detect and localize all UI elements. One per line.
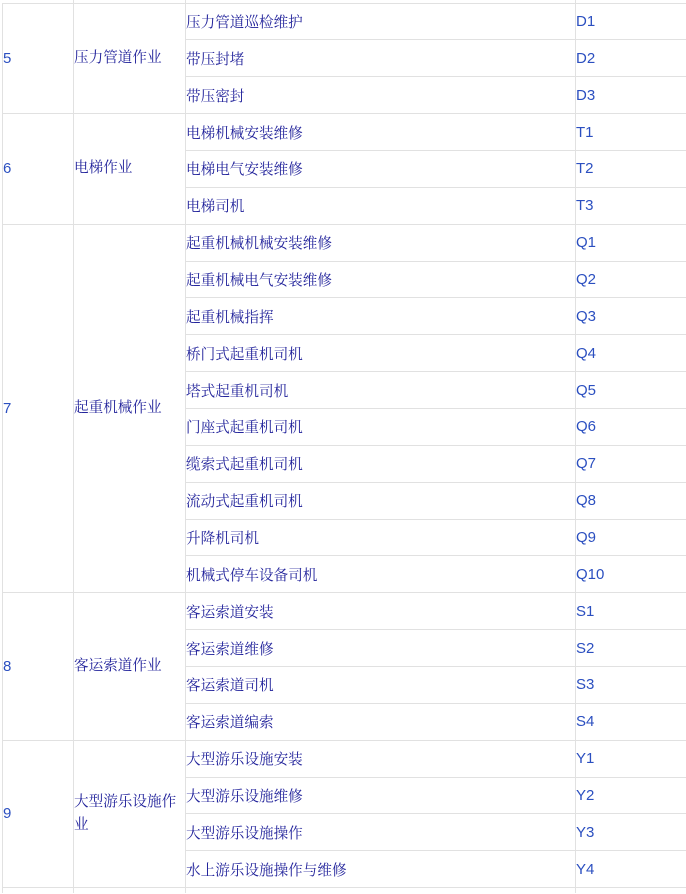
- item-code-cell: S4: [576, 703, 686, 740]
- category-table-body: [3, 0, 686, 893]
- item-code-cell: Q7: [576, 445, 686, 482]
- item-name-cell: 客运索道司机: [186, 666, 576, 703]
- category-cell: 大型游乐设施作业: [74, 740, 186, 887]
- item-name-cell: 大型游乐设施维修: [186, 777, 576, 814]
- item-name-cell: 电梯司机: [186, 187, 576, 224]
- item-code-cell: Y4: [576, 851, 686, 888]
- table-row: [3, 114, 686, 151]
- item-code-cell: Q3: [576, 298, 686, 335]
- category-cell: 起重机械作业: [74, 224, 186, 593]
- item-name-cell: 带压封堵: [186, 40, 576, 77]
- partial-cell: [576, 888, 686, 893]
- item-name-cell: 大型游乐设施操作: [186, 814, 576, 851]
- item-name-cell: 客运索道维修: [186, 630, 576, 667]
- item-code-cell: Q5: [576, 372, 686, 409]
- row-number-cell: 8: [3, 593, 74, 740]
- item-name-cell: 大型游乐设施安装: [186, 740, 576, 777]
- item-name-cell: 水上游乐设施操作与维修: [186, 851, 576, 888]
- item-code-cell: S2: [576, 630, 686, 667]
- item-name-cell: 升降机司机: [186, 519, 576, 556]
- item-name-cell: 电梯机械安装维修: [186, 114, 576, 151]
- item-code-cell: S1: [576, 593, 686, 630]
- partial-cell: [74, 888, 186, 893]
- row-number-cell: 9: [3, 740, 74, 887]
- item-code-cell: Q6: [576, 408, 686, 445]
- item-code-cell: D2: [576, 40, 686, 77]
- item-name-cell: 客运索道安装: [186, 593, 576, 630]
- item-code-cell: Q4: [576, 335, 686, 372]
- item-code-cell: Y2: [576, 777, 686, 814]
- item-code-cell: T1: [576, 114, 686, 151]
- partial-cell: [3, 888, 74, 893]
- table-row: [3, 593, 686, 630]
- item-name-cell: 流动式起重机司机: [186, 482, 576, 519]
- item-name-cell: 起重机械指挥: [186, 298, 576, 335]
- item-name-cell: 门座式起重机司机: [186, 408, 576, 445]
- table-row: [3, 224, 686, 261]
- item-code-cell: Y1: [576, 740, 686, 777]
- item-name-cell: 客运索道编索: [186, 703, 576, 740]
- cropped-row-bottom: [3, 888, 686, 893]
- item-name-cell: 起重机械电气安装维修: [186, 261, 576, 298]
- item-name-cell: 电梯电气安装维修: [186, 150, 576, 187]
- item-code-cell: T3: [576, 187, 686, 224]
- row-number-cell: 5: [3, 3, 74, 114]
- item-code-cell: D3: [576, 77, 686, 114]
- item-code-cell: Y3: [576, 814, 686, 851]
- item-name-cell: 机械式停车设备司机: [186, 556, 576, 593]
- item-name-cell: 桥门式起重机司机: [186, 335, 576, 372]
- table-row: [3, 3, 686, 40]
- item-name-cell: 缆索式起重机司机: [186, 445, 576, 482]
- category-cell: 客运索道作业: [74, 593, 186, 740]
- item-name-cell: 压力管道巡检维护: [186, 3, 576, 40]
- item-code-cell: S3: [576, 666, 686, 703]
- item-name-cell: 带压密封: [186, 77, 576, 114]
- certification-categories-table: [2, 0, 686, 893]
- item-name-cell: 起重机械机械安装维修: [186, 224, 576, 261]
- item-code-cell: D1: [576, 3, 686, 40]
- item-code-cell: Q10: [576, 556, 686, 593]
- item-code-cell: Q9: [576, 519, 686, 556]
- row-number-cell: 6: [3, 114, 74, 225]
- item-code-cell: T2: [576, 150, 686, 187]
- partial-cell: [186, 888, 576, 893]
- item-code-cell: Q1: [576, 224, 686, 261]
- item-name-cell: 塔式起重机司机: [186, 372, 576, 409]
- category-cell: 电梯作业: [74, 114, 186, 225]
- category-cell: 压力管道作业: [74, 3, 186, 114]
- item-code-cell: Q2: [576, 261, 686, 298]
- table-row: [3, 740, 686, 777]
- item-code-cell: Q8: [576, 482, 686, 519]
- row-number-cell: 7: [3, 224, 74, 593]
